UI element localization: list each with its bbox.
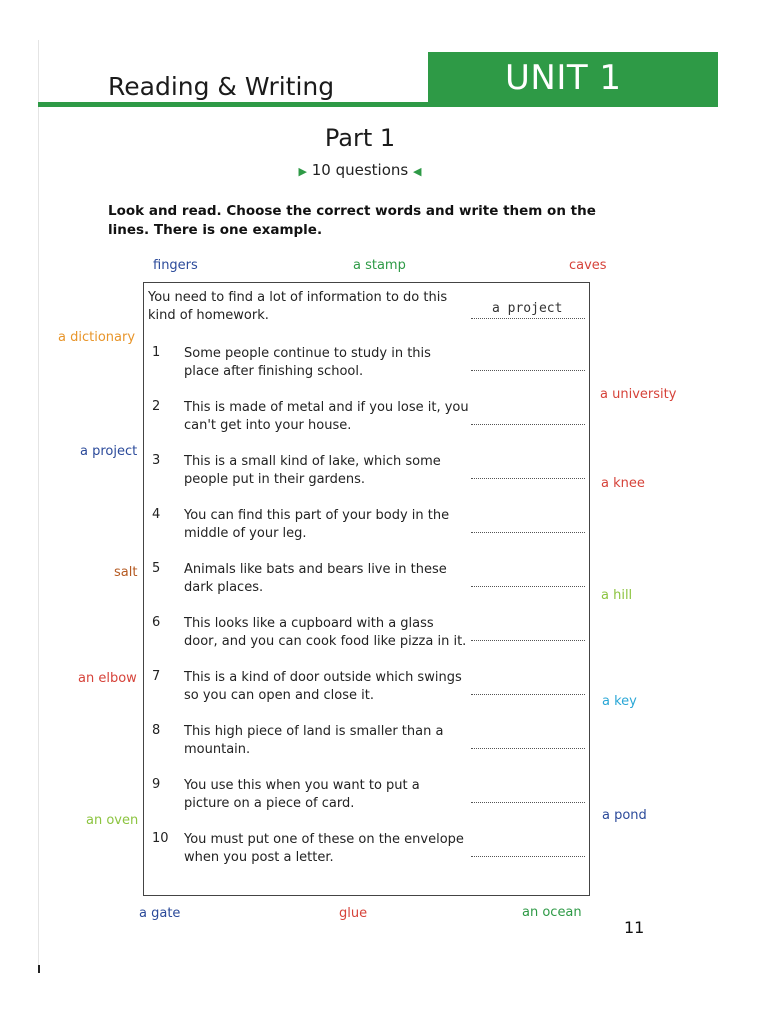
- word-bank-item: a dictionary: [58, 330, 136, 345]
- word-bank-item: a knee: [601, 476, 645, 491]
- answer-line[interactable]: [471, 532, 585, 533]
- answer-line[interactable]: [471, 478, 585, 479]
- crop-mark: [38, 965, 40, 973]
- word-bank-item: a pond: [602, 808, 647, 823]
- word-bank-item: a university: [600, 387, 677, 402]
- answer-line[interactable]: [471, 856, 585, 857]
- answer-line[interactable]: [471, 424, 585, 425]
- word-bank-item: salt: [114, 565, 138, 580]
- question-item: [144, 723, 591, 763]
- arrow-left-icon: ◀: [413, 165, 422, 178]
- answer-line[interactable]: [471, 370, 585, 371]
- answer-line[interactable]: [471, 694, 585, 695]
- question-item: [144, 561, 591, 601]
- question-text: This is made of metal and if you lose it, you can't get into your house.: [184, 400, 469, 433]
- instructions: Look and read. Choose the correct words and write them on the lines. There is one example.: [108, 203, 596, 238]
- word-bank-item: an oven: [86, 813, 139, 828]
- question-text: This high piece of land is smaller than a mountain.: [184, 724, 444, 757]
- question-text: Animals like bats and bears live in these dark places.: [184, 562, 447, 595]
- question-number: 9: [152, 777, 161, 792]
- page-number: 11: [624, 918, 645, 937]
- question-item: [144, 615, 591, 655]
- word-bank-item: a key: [602, 694, 637, 709]
- word-bank-item: caves: [569, 258, 607, 273]
- question-item: [144, 399, 591, 439]
- question-number: 10: [152, 831, 169, 846]
- part-subtitle: [0, 161, 720, 179]
- question-number: 2: [152, 399, 161, 414]
- answer-line[interactable]: [471, 802, 585, 803]
- question-number: 7: [152, 669, 161, 684]
- answer-line[interactable]: [471, 748, 585, 749]
- question-number: 5: [152, 561, 161, 576]
- section-title: Reading & Writing: [108, 72, 335, 101]
- example-question: You need to find a lot of information to do this kind of homework.: [148, 290, 448, 323]
- question-number: 6: [152, 615, 161, 630]
- question-item: [144, 831, 591, 871]
- example-answer: a project: [492, 301, 563, 316]
- question-text: You use this when you want to put a picture on a piece of card.: [184, 778, 420, 811]
- word-bank-item: an ocean: [522, 905, 582, 920]
- example-answer-line: [471, 318, 585, 319]
- word-bank-item: glue: [339, 906, 368, 921]
- question-text: You can find this part of your body in the middle of your leg.: [184, 508, 450, 541]
- word-bank-item: a stamp: [353, 258, 406, 273]
- question-item: [144, 453, 591, 493]
- question-number: 8: [152, 723, 161, 738]
- answer-line[interactable]: [471, 640, 585, 641]
- word-bank-item: an elbow: [78, 671, 137, 686]
- unit-title: UNIT 1: [505, 58, 622, 98]
- question-number: 4: [152, 507, 161, 522]
- arrow-right-icon: ▶: [298, 165, 307, 178]
- word-bank-item: a project: [80, 444, 138, 459]
- word-bank-item: fingers: [153, 258, 198, 273]
- part-title: Part 1: [324, 124, 396, 152]
- question-text: This is a small kind of lake, which some people put in their gardens.: [184, 454, 441, 487]
- question-number: 3: [152, 453, 161, 468]
- question-text: This looks like a cupboard with a glass door, and you can cook food like pizza in it.: [184, 616, 467, 649]
- question-item: [144, 345, 591, 385]
- question-item: [144, 669, 591, 709]
- question-text: Some people continue to study in this place after finishing school.: [184, 346, 431, 379]
- question-item: [144, 507, 591, 547]
- question-number: 1: [152, 345, 161, 360]
- question-box: [143, 282, 590, 896]
- question-count: 10 questions: [311, 161, 409, 179]
- answer-line[interactable]: [471, 586, 585, 587]
- question-text: This is a kind of door outside which swings so you can open and close it.: [184, 670, 462, 703]
- word-bank-item: a hill: [601, 588, 633, 603]
- word-bank-item: a gate: [139, 906, 181, 921]
- page-edge: [38, 40, 39, 970]
- header-rule: [38, 102, 718, 107]
- question-text: You must put one of these on the envelope when you post a letter.: [184, 832, 464, 865]
- question-item: [144, 777, 591, 817]
